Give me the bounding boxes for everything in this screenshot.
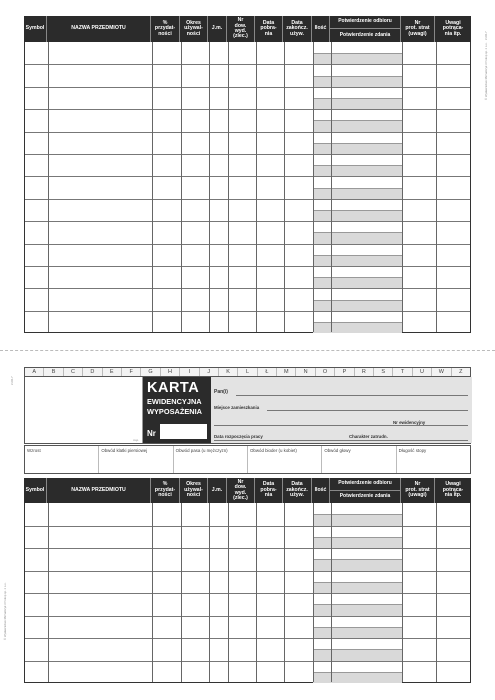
body-measures-row [24,445,471,474]
row-subdivider [313,514,402,515]
row-subdivider [313,120,402,121]
alphabet-letter: K [219,368,238,376]
title-karta: KARTA [147,380,200,396]
table-row-line [25,176,470,177]
side-copyright-top: © Wydawnictwo Michalczyk i Prokop sp. z o.o. [484,42,488,100]
row-shade [313,98,402,109]
table-row-line [25,154,470,155]
header-nr_prot: Nr prot. strat (uwagi) [401,478,435,503]
alphabet-letter: O [316,368,335,376]
row-shade [313,672,402,683]
table-header-row [24,478,471,503]
row-subdivider [313,143,402,144]
measure-field[interactable]: Obwód pasa (u mężczyzn) [174,446,248,473]
alphabet-letter: A [25,368,44,376]
header-potw [330,16,401,42]
header-potwierdzenie-odbioru: Potwierdzenie odbioru [330,478,400,491]
row-shade [313,210,402,221]
row-shade [313,322,402,333]
form-code-top: Z-0R-7 [484,31,488,40]
row-shade [313,514,402,525]
field-data-charakter[interactable] [214,440,468,441]
header-pct: % przydat- ności [151,16,180,42]
row-shade [313,120,402,131]
row-shade [313,188,402,199]
row-subdivider [313,649,402,650]
table-row-line [25,109,470,110]
header-pct: % przydat- ności [151,478,180,503]
label-nr-ewidencyjny: Nr ewidencyjny [393,420,426,425]
label-data-rozpoczecia: Data rozpoczęcia pracy [214,434,263,439]
table-column-line [284,42,285,332]
table-row-line [25,132,470,133]
row-shade [313,165,402,176]
table-row-line [25,638,470,639]
label-miejsce: Miejsce zamieszkania [214,405,260,410]
equipment-table-bottom [24,478,471,685]
table-column-line [402,503,403,682]
side-copyright-bottom: © Wydawnictwo Michalczyk i Prokop sp. z o.o. [3,582,7,640]
row-shade [313,582,402,593]
alphabet-letter: W [432,368,451,376]
alphabet-letter: Ł [258,368,277,376]
header-name: NAZWA PRZEDMIOTU [47,478,151,503]
row-subdivider [313,210,402,211]
table-row-line [25,616,470,617]
table-body [24,503,471,683]
header-data_zak: Data zakończ. używ. [283,478,312,503]
header-uwagi: Uwagi potrąca- nia itp. [442,19,464,37]
header-potw [330,478,401,503]
table-column-line [402,42,403,332]
alphabet-index-strip [24,367,471,377]
row-shade [313,649,402,660]
measure-field[interactable]: Obwód bioder (u kobiet) [248,446,322,473]
measure-field[interactable]: Wzrost [25,446,99,473]
row-shade [313,627,402,638]
equipment-table-top [24,16,471,333]
row-subdivider [313,537,402,538]
row-shade [313,76,402,87]
table-row-line [25,288,470,289]
table-row-line [25,526,470,527]
table-row-line [25,199,470,200]
row-shade [313,300,402,311]
table-column-line [228,503,229,682]
alphabet-letter: F [122,368,141,376]
row-shade [313,53,402,64]
table-column-line [152,42,153,332]
title-ewidencyjna: EWIDENCYJNA [147,397,202,406]
table-column-line [181,503,182,682]
row-subdivider [313,76,402,77]
header-okres: Okres używal- ności [180,478,208,503]
row-subdivider [313,300,402,301]
cut-line [0,350,495,351]
alphabet-letter: P [335,368,354,376]
employee-info-block [211,377,472,443]
field-nr-ewidencyjny[interactable] [214,425,468,426]
table-column-line [209,42,210,332]
table-column-line [209,503,210,682]
header-symbol: Symbol [24,16,47,42]
table-row-line [25,266,470,267]
photo-stamp-box [25,377,143,443]
alphabet-letter: H [161,368,180,376]
table-row-line [25,221,470,222]
row-subdivider [313,53,402,54]
table-header-row [24,16,471,42]
card-number-label: Nr [147,429,156,438]
header-data_pob: Data pobra- nia [255,16,283,42]
table-column-line [181,42,182,332]
label-charakter: Charakter zatrudn. [349,434,388,439]
row-subdivider [313,255,402,256]
header-nr_dow: Nr dow. wyd. (zlec.) [227,478,255,503]
alphabet-letter: J [200,368,219,376]
alphabet-letter: M [277,368,296,376]
table-column-line [48,503,49,682]
table-row-line [25,244,470,245]
header-jm: J.m. [208,478,227,503]
stamp-label: m.p. [133,438,139,442]
table-row-line [25,593,470,594]
title-wyposazenia: WYPOSAŻENIA [147,407,203,416]
header-data_zak: Data zakończ. używ. [283,16,312,42]
row-subdivider [313,277,402,278]
header-jm: J.m. [208,16,227,42]
table-column-line [436,42,437,332]
measure-field[interactable]: Obwód klatki piersiowej [99,446,173,473]
alphabet-letter: C [64,368,83,376]
row-subdivider [313,188,402,189]
field-miejsce[interactable] [267,410,468,411]
row-subdivider [313,582,402,583]
row-subdivider [313,98,402,99]
alphabet-letter: T [393,368,412,376]
table-column-line [436,503,437,682]
row-shade [313,537,402,548]
card-header [24,377,471,444]
header-data_pob: Data pobra- nia [255,478,283,503]
row-subdivider [313,165,402,166]
table-row-line [25,571,470,572]
table-row-line [25,548,470,549]
header-name: NAZWA PRZEDMIOTU [47,16,151,42]
table-body [24,42,471,333]
alphabet-letter: D [83,368,102,376]
alphabet-letter: S [374,368,393,376]
table-column-line [331,42,332,332]
row-shade [313,277,402,288]
row-subdivider [313,672,402,673]
header-ilosc: Ilość [312,478,330,503]
table-column-line [228,42,229,332]
header-potwierdzenie-zdania: Potwierdzenie zdania [339,31,391,38]
measure-field[interactable]: Obwód głowy [322,446,396,473]
card-number-field[interactable] [160,424,207,439]
row-shade [313,255,402,266]
row-subdivider [313,627,402,628]
alphabet-letter: E [103,368,122,376]
header-nr_dow: Nr dow. wyd. (zlec.) [227,16,255,42]
alphabet-letter: L [238,368,257,376]
table-column-line [313,42,314,332]
row-subdivider [313,322,402,323]
row-subdivider [313,232,402,233]
row-shade [313,143,402,154]
header-okres: Okres używal- ności [180,16,208,42]
row-shade [313,232,402,243]
table-column-line [152,503,153,682]
alphabet-letter: Z [459,369,463,375]
alphabet-letter: U [413,368,432,376]
header-nr_prot: Nr prot. strat (uwagi) [401,16,435,42]
header-ilosc: Ilość [312,16,330,42]
form-code-mid: Z-0R-7 [10,376,14,385]
table-row-line [25,87,470,88]
field-pan[interactable] [236,395,468,396]
table-column-line [331,503,332,682]
alphabet-letter: R [355,368,374,376]
row-subdivider [313,604,402,605]
table-column-line [256,503,257,682]
header-potwierdzenie-odbioru: Potwierdzenie odbioru [330,16,400,29]
alphabet-letter: B [44,368,63,376]
table-row-line [25,661,470,662]
alphabet-letter: N [296,368,315,376]
table-row-line [25,311,470,312]
alphabet-letter: G [141,368,160,376]
table-column-line [284,503,285,682]
row-subdivider [313,559,402,560]
table-column-line [48,42,49,332]
header-uwagi: Uwagi potrąca- nia itp. [442,481,464,499]
row-shade [313,559,402,570]
alphabet-letter: I [180,368,199,376]
table-row-line [25,64,470,65]
label-pan: Pan(i) [214,389,228,395]
card-title-block [143,377,211,443]
header-potwierdzenie-zdania: Potwierdzenie zdania [339,493,391,500]
row-shade [313,604,402,615]
measure-field[interactable]: Długość stopy [398,448,427,453]
header-symbol: Symbol [24,478,47,503]
table-column-line [313,503,314,682]
table-column-line [256,42,257,332]
